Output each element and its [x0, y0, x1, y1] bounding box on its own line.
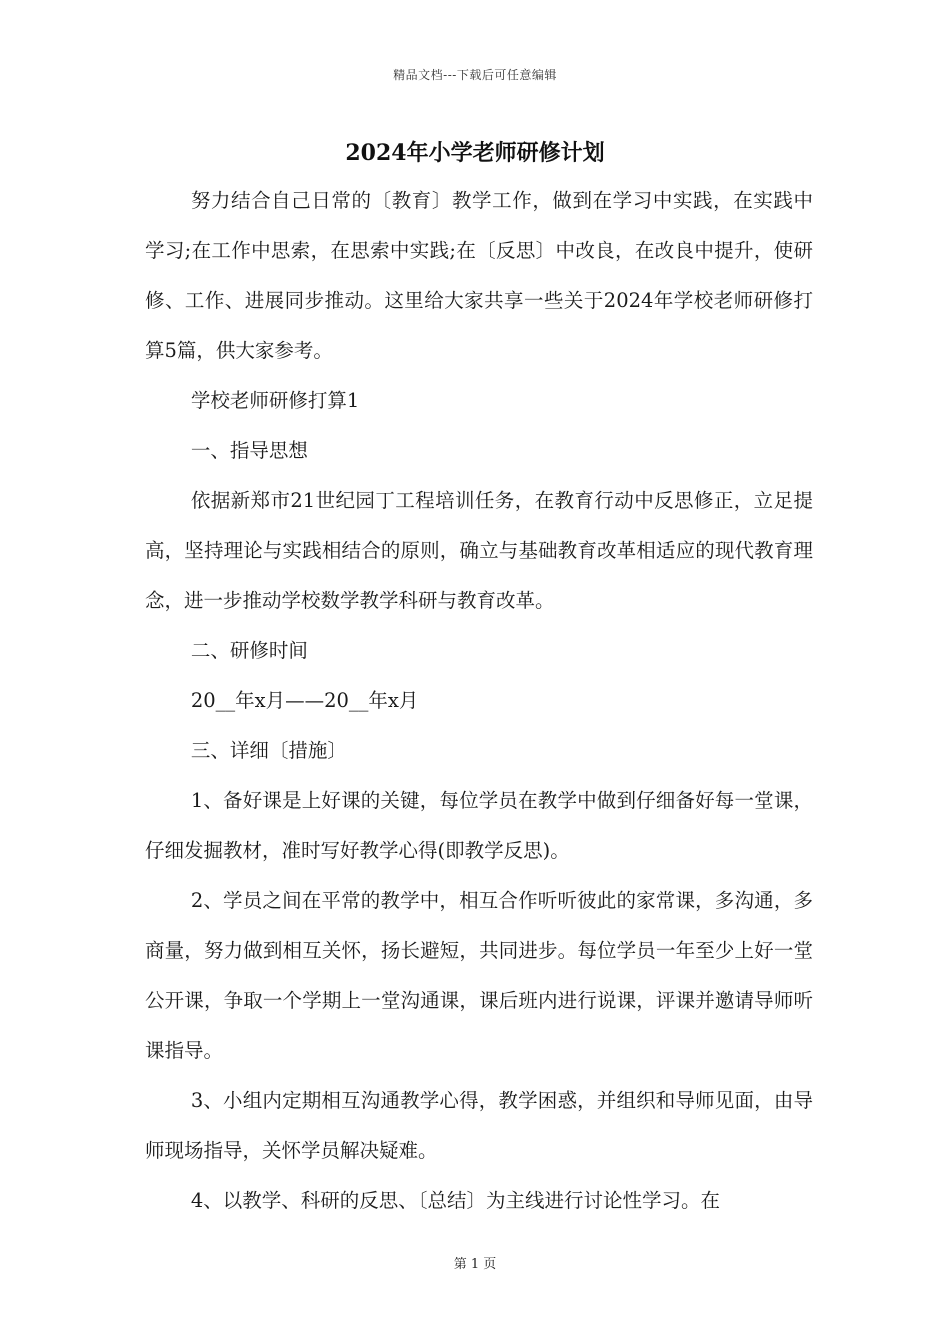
heading-measures: 三、详细〔措施〕 — [190, 739, 347, 762]
page-number: 第 1 页 — [453, 1257, 497, 1272]
document-title: 2024年小学老师研修计划 — [345, 140, 605, 166]
header-note: 精品文档---下载后可任意编辑 — [393, 68, 557, 82]
paragraph-measure-3: 3、小组内定期相互沟通教学心得，教学困惑，并组织和导师见面，由导师现场指导，关怀学员解决疑难。 — [145, 1089, 813, 1162]
paragraph-measure-2: 2、学员之间在平常的教学中，相互合作听听彼此的家常课，多沟通，多商量，努力做到相互关怀，扬长避短，共同进步。每位学员一年至少上好一堂公开课，争取一个学期上一堂沟通课，课后班内进行说课，评课并邀请导师听课指导。 — [145, 889, 813, 1062]
document-body — [145, 176, 813, 1226]
paragraph-measure-1: 1、备好课是上好课的关键，每位学员在教学中做到仔细备好每一堂课，仔细发掘教材，准时写好教学心得(即教学反思)。 — [145, 789, 813, 862]
paragraph-study-time: 20__年x月——20__年x月 — [190, 689, 419, 712]
paragraph-guiding-ideology: 依据新郑市21世纪园丁工程培训任务，在教育行动中反思修正，立足提高，坚持理论与实践相结合的原则，确立与基础教育改革相适应的现代教育理念，进一步推动学校数学教学科研与教育改革。 — [145, 489, 813, 612]
heading-guiding-ideology: 一、指导思想 — [190, 439, 308, 462]
section-heading-plan-1: 学校老师研修打算1 — [190, 389, 360, 412]
paragraph-measure-4: 4、以教学、科研的反思、〔总结〕为主线进行讨论性学习。在 — [190, 1189, 720, 1212]
heading-study-time: 二、研修时间 — [190, 639, 308, 662]
paragraph-intro: 努力结合自己日常的〔教育〕教学工作，做到在学习中实践，在实践中学习;在工作中思索，在思索中实践;在〔反思〕中改良，在改良中提升，使研修、工作、进展同步推动。这里给大家共享一些关于2024年学校老师研修打算5篇，供大家参考。 — [145, 189, 813, 362]
